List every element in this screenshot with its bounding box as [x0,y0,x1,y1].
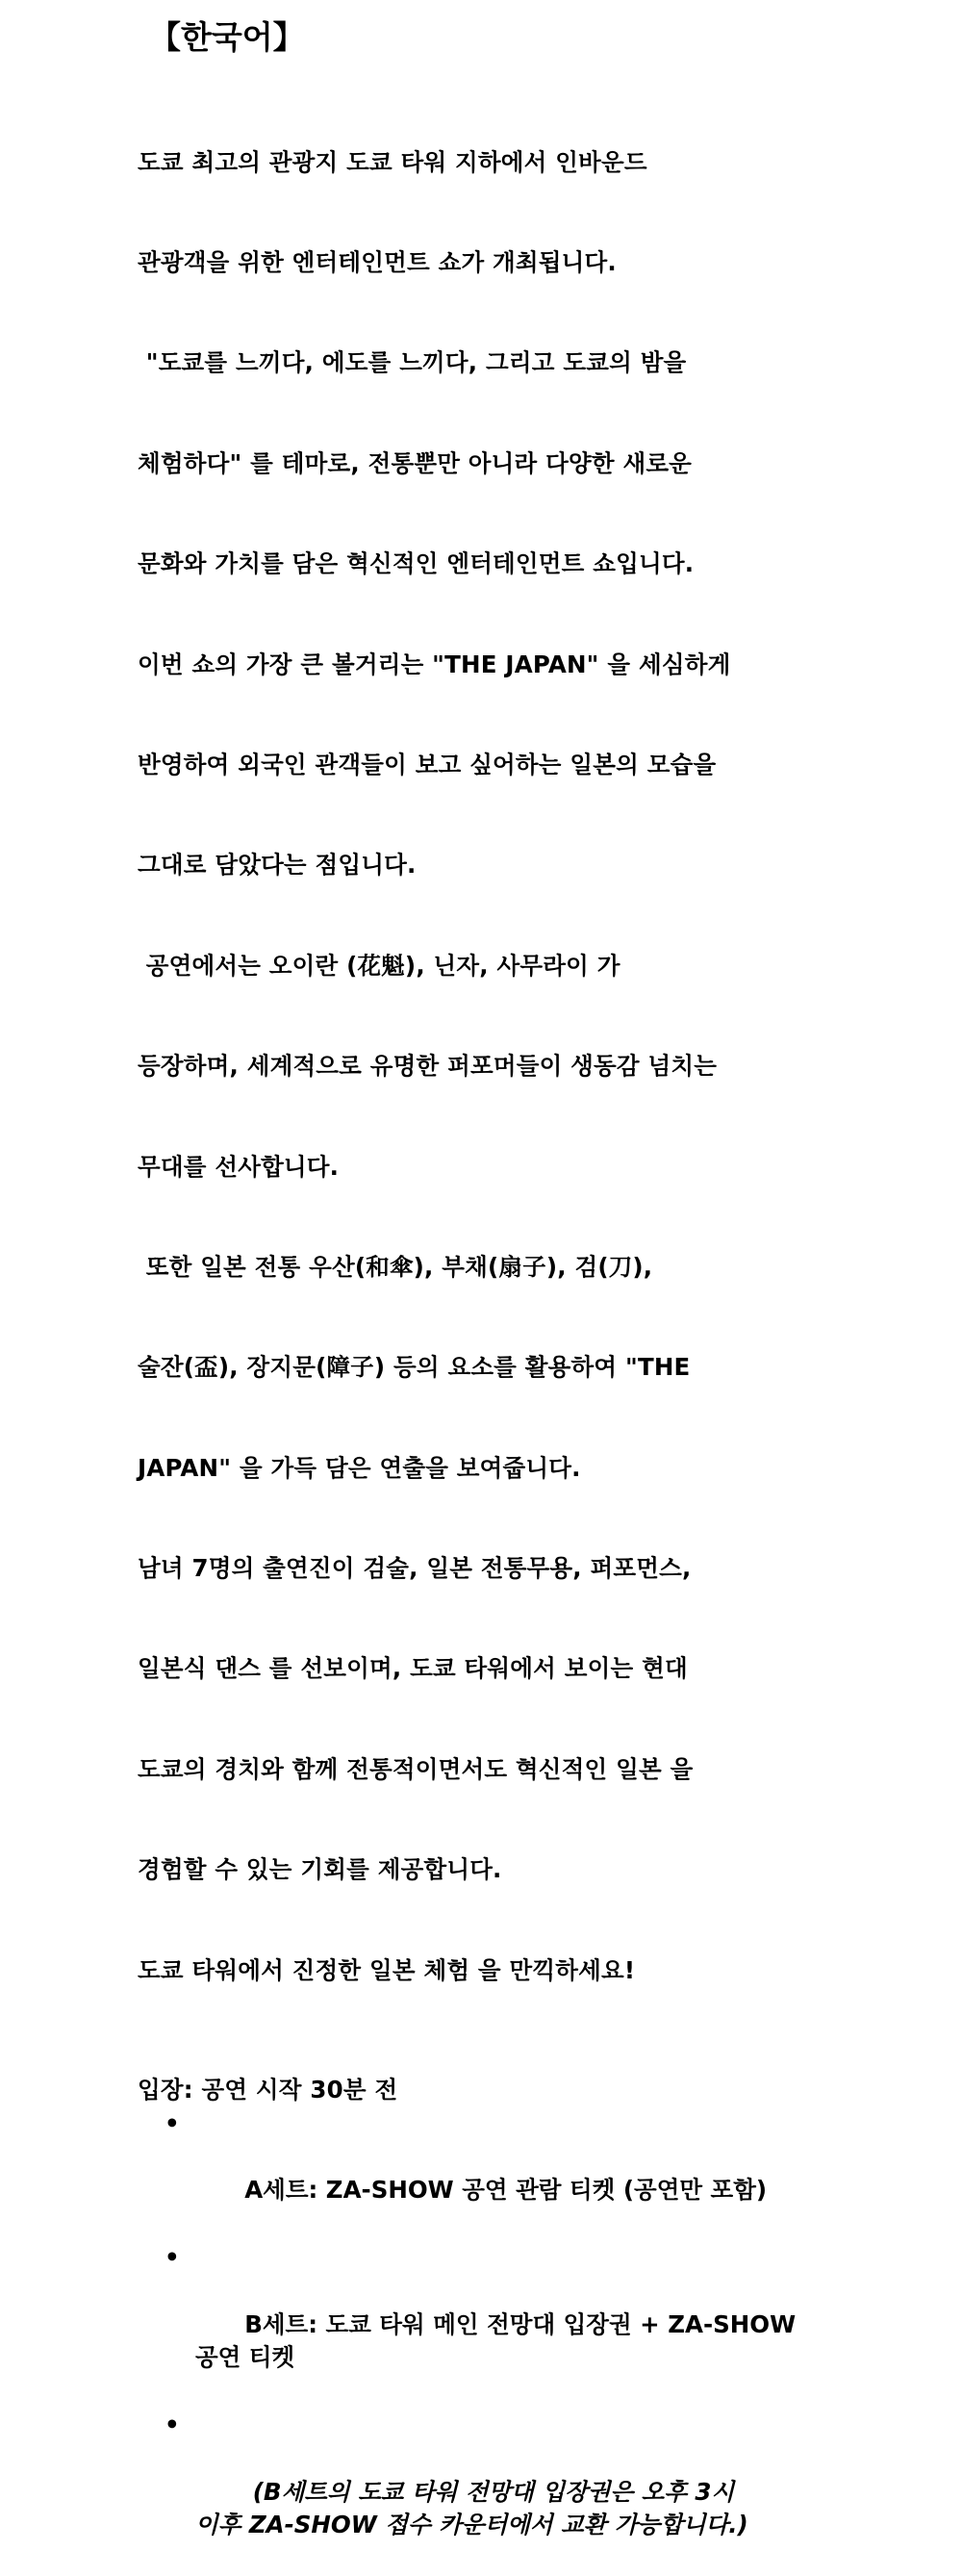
body-line: JAPAN" 을 가득 담은 연출을 보여줍니다. [138,1453,581,1482]
admission-options-list [138,2107,830,2576]
body-text [138,79,830,2054]
body-line: 공연에서는 오이란 (花魁), 닌자, 사무라이 가 [138,951,620,980]
list-item-set-a [138,2107,830,2241]
body-line: 도쿄 타워에서 진정한 일본 체험 을 만끽하세요! [138,1955,636,1984]
bullet-icon: • [165,2243,180,2271]
body-line: 경험할 수 있는 기회를 제공합니다. [138,1855,502,1884]
body-line: 등장하며, 세계적으로 유명한 퍼포머들이 생동감 넘치는 [138,1052,718,1081]
body-line: 관광객을 위한 엔터테인먼트 쇼가 개최됩니다. [138,247,617,276]
body-line: 도쿄의 경치와 함께 전통적이면서도 혁신적인 일본 을 [138,1754,694,1783]
body-line: 또한 일본 전통 우산(和傘), 부채(扇子), 검(刀), [138,1252,653,1281]
body-line: 문화와 가치를 담은 혁신적인 엔터테인먼트 쇼입니다. [138,549,695,578]
set-a-text: A세트: ZA-SHOW 공연 관람 티켓 (공연만 포함) [244,2176,768,2205]
body-line: 도쿄 최고의 관광지 도쿄 타워 지하에서 인바운드 [138,147,647,176]
language-heading: 【한국어】 [149,18,305,56]
body-line: "도쿄를 느끼다, 에도를 느끼다, 그리고 도쿄의 밤을 [138,348,687,377]
body-line: 무대를 선사합니다. [138,1152,340,1181]
spacer [138,2054,830,2074]
body-line: 그대로 담았다는 점입니다. [138,851,417,880]
body-line: 남녀 7명의 출연진이 검술, 일본 전통무용, 퍼포먼스, [138,1554,692,1583]
bullet-icon: • [165,2108,180,2137]
admission-line: 입장: 공연 시작 30분 전 [138,2076,398,2104]
document-page [138,13,830,2576]
body-line: 일본식 댄스 를 선보이며, 도쿄 타워에서 보이는 현대 [138,1654,688,1683]
body-line: 반영하여 외국인 관객들이 보고 싶어하는 일본의 모습을 [138,750,717,778]
body-line: 이번 쇼의 가장 큰 볼거리는 "THE JAPAN" 을 세심하게 [138,650,731,678]
list-item-exchange-note [138,2409,830,2576]
set-b-text: B세트: 도쿄 타워 메인 전망대 입장권 + ZA-SHOW 공연 티켓 [195,2309,797,2372]
body-line: 체험하다" 를 테마로, 전통뿐만 아니라 다양한 새로운 [138,448,693,477]
body-line: 술잔(盃), 장지문(障子) 등의 요소를 활용하여 "THE [138,1353,691,1382]
list-item-set-b [138,2241,830,2409]
exchange-note-text: (B세트의 도쿄 타워 전망대 입장권은 오후 3시 이후 ZA-SHOW 접수 카운터에서 교환 가능합니다.) [195,2477,748,2539]
bullet-icon: • [165,2410,180,2438]
